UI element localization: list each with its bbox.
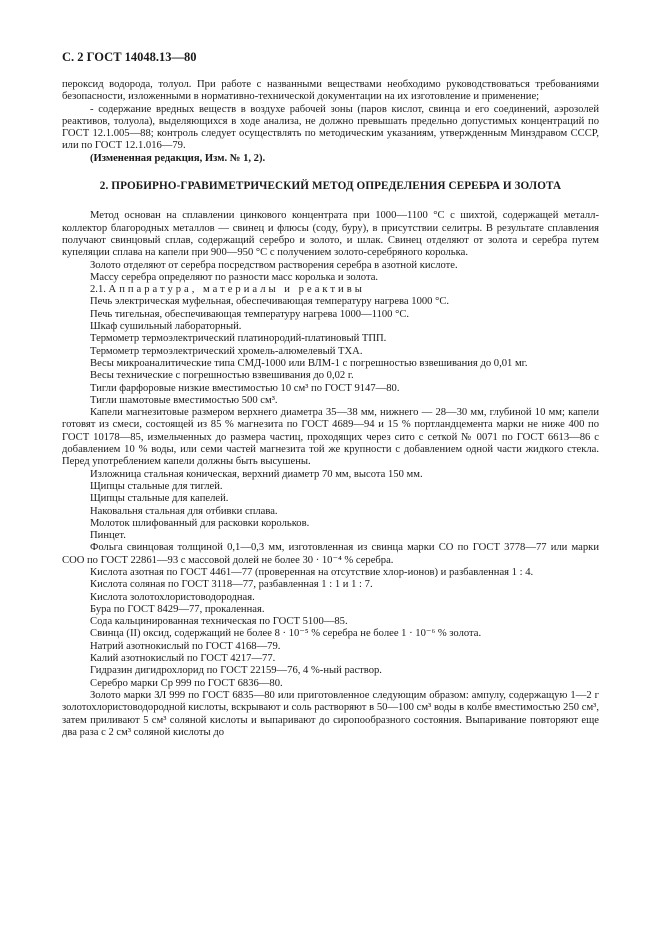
reagent-item: Фольга свинцовая толщиной 0,1—0,3 мм, изготовленная из свинца марки СО по ГОСТ 3778—77 или марки СОО по ГОСТ 22861—93 с массовой долей не более 30 · 10⁻⁴ % серебра.	[62, 542, 599, 566]
subsection-title: Аппаратура, материалы и реактивы	[108, 284, 365, 296]
silver-mass-paragraph: Массу серебра определяют по разности масс королька и золота.	[90, 271, 379, 283]
equipment-item: Печь электрическая муфельная, обеспечивающая температуру нагрева 1000 °С.	[90, 296, 450, 308]
equipment-item: Наковальня стальная для отбивки сплава.	[90, 505, 278, 517]
reagent-item: Свинца (II) оксид, содержащий не более 8 · 10⁻⁵ % серебра не более 1 · 10⁻⁶ % золота.	[90, 628, 482, 640]
reagent-item: Золото марки ЗЛ 999 по ГОСТ 6835—80 или приготовленное следующим образом: ампулу, содержащую 1—2 г золотохлористоводородной кислоты, вскрывают и соль растворяют в 50—100 см³ воды в колбе вместимостью 250 см³, затем приливают 5 см³ соляной кислоты и выпаривают до сиропообразного состояния. Выпаривание повторяют еще два раза с 2 см³ соляной кислоты до	[62, 689, 599, 738]
reagent-item: Гидразин дигидрохлорид по ГОСТ 22159—76, 4 %-ный раствор.	[90, 665, 382, 677]
equipment-item: Изложница стальная коническая, верхний диаметр 70 мм, высота 150 мм.	[90, 468, 423, 480]
intro-paragraph-1: пероксид водорода, толуол. При работе с названными веществами необходимо руководствоваться требованиями безопасности, изложенными в нормативно-технической документации на их изготовление и применение;	[62, 79, 599, 103]
reagent-item: Кислота азотная по ГОСТ 4461—77 (проверенная на отсутствие хлор-ионов) и разбавленная 1 : 4.	[90, 566, 534, 578]
equipment-item: Весы технические с погрешностью взвешивания до 0,02 г.	[90, 370, 354, 382]
reagent-item: Серебро марки Ср 999 по ГОСТ 6836—80.	[90, 677, 283, 689]
equipment-item: Щипцы стальные для тиглей.	[90, 480, 223, 492]
equipment-item: Тигли шамотовые вместимостью 500 см³.	[90, 394, 278, 406]
edition-note: (Измененная редакция, Изм. № 1, 2).	[90, 152, 266, 164]
reagent-item: Сода кальцинированная техническая по ГОСТ 5100—85.	[90, 616, 348, 628]
equipment-item: Капели магнезитовые размером верхнего диаметра 35—38 мм, нижнего — 28—30 мм, глубиной 10 мм; капели готовят из смеси, состоящей из 85 % магнезита по ГОСТ 4689—94 и 15 % портландцемента марки не ниже 400 по ГОСТ 10178—85, измельченных до размера частиц, проходящих через сито с сеткой № 0071 по ГОСТ 6613—86 с добавлением 10 % воды, или семи частей магнезита той же крупности с добавлением одной части жидкого стекла. Перед употреблением капели должны быть высушены.	[62, 407, 599, 468]
equipment-item: Термометр термоэлектрический платинородий-платиновый ТПП.	[90, 333, 387, 345]
equipment-item: Шкаф сушильный лабораторный.	[90, 321, 242, 333]
intro-paragraph-2: - содержание вредных веществ в воздухе рабочей зоны (паров кислот, свинца и его соединений, аэрозолей реактивов, толуола), выделяющихся в ходе анализа, не должно превышать предельно допустимых концентраций по ГОСТ 12.1.005—88; контроль следует осуществлять по методическим указаниям, утвержденным Минздравом СССР, или по ГОСТ 12.1.016—79.	[62, 103, 599, 152]
subsection-heading	[62, 284, 599, 296]
reagent-item: Кислота соляная по ГОСТ 3118—77, разбавленная 1 : 1 и 1 : 7.	[90, 579, 373, 591]
equipment-item: Молоток шлифованный для расковки корольков.	[90, 517, 310, 529]
reagent-item: Кислота золотохлористоводородная.	[90, 591, 255, 603]
document-body	[62, 79, 599, 739]
subsection-number: 2.1.	[90, 284, 106, 296]
method-paragraph: Метод основан на сплавлении цинкового концентрата при 1000—1100 °С с шихтой, содержащей металл-коллектор благородных металлов — свинец и флюсы (соду, буру), в присутствии селитры. В результате сплавления получают свинцовый сплав, содержащий серебро и золото, и шлак. Свинец отделяют от золота и серебра путем купеляции сплава на капели при 900—950 °С с получением золото-серебряного королька.	[62, 210, 599, 259]
gold-separation-paragraph: Золото отделяют от серебра посредством растворения серебра в азотной кислоте.	[90, 259, 458, 271]
equipment-item: Печь тигельная, обеспечивающая температуру нагрева 1000—1100 °С.	[90, 308, 410, 320]
section-heading: 2. ПРОБИРНО-ГРАВИМЕТРИЧЕСКИЙ МЕТОД ОПРЕДЕЛЕНИЯ СЕРЕБРА И ЗОЛОТА	[99, 180, 562, 193]
equipment-item: Пинцет.	[90, 530, 126, 542]
equipment-item: Щипцы стальные для капелей.	[90, 493, 229, 505]
reagent-item: Бура по ГОСТ 8429—77, прокаленная.	[90, 603, 265, 615]
equipment-item: Весы микроаналитические типа СМД-1000 или ВЛМ-1 с погрешностью взвешивания до 0,01 мг.	[90, 357, 528, 369]
page-header: С. 2 ГОСТ 14048.13—80	[62, 50, 197, 64]
equipment-item: Термометр термоэлектрический хромель-алюмелевый ТХА.	[90, 345, 363, 357]
equipment-item: Тигли фарфоровые низкие вместимостью 10 см³ по ГОСТ 9147—80.	[90, 382, 400, 394]
reagent-item: Калий азотнокислый по ГОСТ 4217—77.	[90, 653, 276, 665]
reagent-item: Натрий азотнокислый по ГОСТ 4168—79.	[90, 640, 281, 652]
